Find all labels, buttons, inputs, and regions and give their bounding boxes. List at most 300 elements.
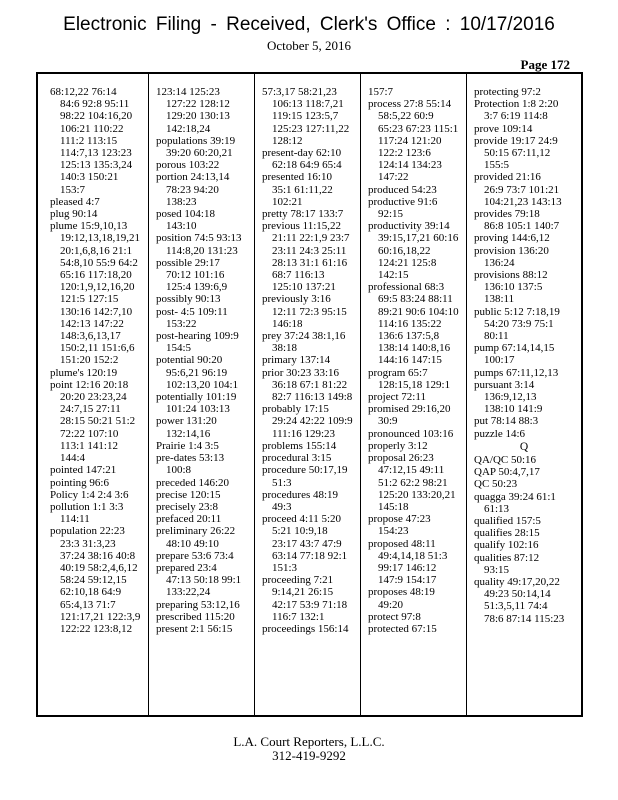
index-entry-reference: 140:3 150:21	[60, 171, 119, 184]
index-entry	[156, 354, 256, 391]
index-entry-term: protecting 97:2	[474, 86, 541, 98]
index-entry-reference: 37:24 38:16 40:8	[60, 549, 136, 562]
index-column-1	[50, 86, 150, 708]
index-entry-term: potentially 101:19	[156, 391, 237, 404]
index-entry	[262, 330, 362, 354]
index-entry-reference: 92:15	[378, 208, 404, 221]
index-entry	[368, 452, 468, 513]
index-entry-term: prior 30:23 33:16	[262, 366, 339, 379]
index-entry-reference: 23:3 31:3,23	[60, 537, 116, 550]
index-entry-reference: 68:7 116:13	[272, 269, 325, 282]
index-entry-reference: 5:21 10:9,18	[272, 525, 328, 538]
index-entry	[262, 367, 362, 404]
index-entry-term: properly 3:12	[368, 439, 428, 452]
index-entry-reference: 102:21	[272, 195, 303, 208]
index-entry	[262, 208, 362, 220]
index-entry-term: promised 29:16,20	[368, 403, 451, 416]
index-entry-reference: 70:12 101:16	[166, 269, 225, 282]
index-entry-reference: 47:12,15 49:11	[378, 464, 445, 477]
index-entry-reference: 145:18	[378, 500, 409, 513]
index-entry-term: productivity 39:14	[368, 220, 450, 233]
index-entry-reference: 61:13	[484, 502, 510, 515]
index-entry	[156, 159, 256, 171]
index-entry-reference: 119:15 123:5,7	[272, 110, 339, 123]
index-entry-reference: 154:5	[166, 342, 192, 355]
index-entry-term: provisions 88:12	[474, 269, 548, 282]
index-entry	[156, 611, 256, 623]
index-entry-term: preparing 53:12,16	[156, 598, 240, 611]
index-entry-reference: 142:15	[378, 269, 409, 282]
index-entry-reference: 48:10 49:10	[166, 537, 219, 550]
index-entry-reference: 39:20 60:20,21	[166, 147, 233, 160]
index-entry-term: pre-dates 53:13	[156, 452, 225, 465]
index-entry-term: qualities 87:12	[474, 551, 540, 564]
index-entry-reference: 62:10,18 64:9	[60, 586, 122, 599]
index-entry-reference: 102:13,20 104:1	[166, 378, 239, 391]
index-entry-term: primary 137:14	[262, 354, 331, 367]
index-entry-term: proceedings 156:14	[262, 622, 349, 635]
index-entry-reference: 122:22 123:8,12	[60, 622, 133, 635]
index-entry	[156, 562, 256, 599]
index-entry	[262, 354, 362, 366]
index-entry-reference: 153:22	[166, 317, 197, 330]
index-entry-reference: 106:21 110:22	[60, 122, 124, 135]
index-entry-reference: 114:7,13 123:23	[60, 147, 132, 160]
index-entry	[474, 98, 574, 122]
index-entry-term: position 74:5 93:13	[156, 232, 242, 245]
footer-phone: 312-419-9292	[272, 748, 346, 763]
index-entry-term: provides 79:18	[474, 208, 540, 221]
index-entry-reference: 150:2,11 151:6,6	[60, 342, 135, 355]
index-entry-reference: 147:9 154:17	[378, 574, 437, 587]
index-entry-reference: 20:20 23:23,24	[60, 391, 127, 404]
index-entry-reference: 38:18	[272, 342, 298, 355]
index-entry-reference: 93:15	[484, 563, 510, 576]
index-entry-term: populations 39:19	[156, 134, 236, 147]
index-entry-reference: 29:24 42:22 109:9	[272, 415, 353, 428]
index-entry-term: proceeding 7:21	[262, 574, 334, 587]
index-entry	[474, 576, 574, 625]
index-entry	[368, 98, 468, 183]
index-entry	[474, 342, 574, 366]
index-column-3	[262, 86, 362, 708]
index-entry-term: post-hearing 109:9	[156, 330, 239, 343]
column-divider	[466, 74, 467, 715]
index-entry-term: Protection 1:8 2:20	[474, 98, 559, 111]
index-entry-reference: 120:1,9,12,16,20	[60, 281, 135, 294]
index-entry-term: 123:14 125:23	[156, 86, 220, 98]
index-entry-term: provided 21:16	[474, 171, 541, 184]
index-entry-reference: 100:8	[166, 464, 192, 477]
index-entry-term: proceed 4:11 5:20	[262, 513, 342, 526]
index-entry	[262, 147, 362, 171]
index-entry-term: proposal 26:23	[368, 452, 434, 465]
index-entry-term: previous 11:15,22	[262, 220, 342, 233]
column-divider	[254, 74, 255, 715]
index-entry	[474, 123, 574, 135]
index-entry	[474, 478, 574, 490]
index-entry-term: proposes 48:19	[368, 586, 435, 599]
index-column-4	[368, 86, 468, 708]
index-entry-term: previously 3:16	[262, 293, 331, 306]
index-entry-reference: 28:15 50:21 51:2	[60, 415, 136, 428]
index-entry-reference: 130:16 142:7,10	[60, 305, 133, 318]
index-entry	[50, 379, 150, 464]
index-entry-reference: 47:13 50:18 99:1	[166, 574, 242, 587]
index-entry-reference: 9:14,21 26:15	[272, 586, 334, 599]
index-entry-reference: 35:1 61:11,22	[272, 183, 333, 196]
index-entry	[368, 428, 468, 440]
index-entry-reference: 138:10 141:9	[484, 403, 543, 416]
index-entry	[474, 306, 574, 343]
index-entry-reference: 95:6,21 96:19	[166, 366, 228, 379]
index-entry-term: posed 104:18	[156, 208, 215, 221]
index-entry	[368, 391, 468, 403]
index-entry	[368, 611, 468, 623]
index-entry-term: propose 47:23	[368, 513, 431, 526]
index-entry-reference: 146:18	[272, 317, 303, 330]
index-entry-reference: 142:13 147:22	[60, 317, 124, 330]
index-entry	[474, 515, 574, 527]
index-entry	[262, 403, 362, 440]
index-entry-reference: 116:7 132:1	[272, 610, 325, 623]
index-entry-term: prepare 53:6 73:4	[156, 549, 234, 562]
index-entry-reference: 136:9,12,13	[484, 391, 537, 404]
index-entry	[262, 171, 362, 208]
index-entry-term: prepared 23:4	[156, 561, 217, 574]
index-entry-term: provide 19:17 24:9	[474, 134, 558, 147]
index-entry-reference: 78:23 94:20	[166, 183, 219, 196]
index-entry	[156, 477, 256, 489]
index-entry	[50, 86, 150, 196]
index-entry-reference: 24:7,15 27:11	[60, 403, 121, 416]
index-entry	[50, 208, 150, 220]
index-entry-term: prefaced 20:11	[156, 513, 222, 526]
index-entry-reference: 54:20 73:9 75:1	[484, 317, 554, 330]
index-entry-term: presented 16:10	[262, 171, 332, 184]
index-entry-term: process 27:8 55:14	[368, 98, 452, 111]
index-entry-reference: 143:10	[166, 220, 197, 233]
index-entry-term: pollution 1:1 3:3	[50, 500, 124, 513]
index-entry	[50, 489, 150, 501]
index-entry-reference: 154:23	[378, 525, 409, 538]
index-entry-term: prescribed 115:20	[156, 610, 235, 623]
index-entry-reference: 127:22 128:12	[166, 98, 230, 111]
index-entry-reference: 30:9	[378, 415, 398, 428]
index-entry-term: public 5:12 7:18,19	[474, 305, 560, 318]
index-entry	[156, 306, 256, 330]
index-entry-reference: 128:12	[272, 134, 303, 147]
index-entry-reference: 144:16 147:15	[378, 354, 442, 367]
index-entry	[474, 454, 574, 466]
index-entry	[368, 196, 468, 220]
index-entry-term: pronounced 103:16	[368, 427, 454, 440]
index-entry-term: Policy 1:4 2:4 3:6	[50, 488, 129, 501]
index-entry-reference: 89:21 90:6 104:10	[378, 305, 459, 318]
index-entry-reference: 84:6 92:8 95:11	[60, 98, 130, 111]
index-entry-reference: 132:14,16	[166, 427, 211, 440]
index-entry-term: pumps 67:11,12,13	[474, 366, 559, 379]
index-entry	[156, 623, 256, 635]
index-entry-reference: 69:5 83:24 88:11	[378, 293, 453, 306]
index-entry-reference: 111:16 129:23	[272, 427, 336, 440]
index-entry	[262, 440, 362, 452]
index-entry-reference: 51:3	[272, 476, 292, 489]
index-entry-term: qualify 102:16	[474, 539, 539, 552]
index-entry	[262, 86, 362, 147]
index-entry	[156, 501, 256, 513]
index-entry-reference: 63:14 77:18 92:1	[272, 549, 348, 562]
index-entry-term: plume 15:9,10,13	[50, 220, 128, 233]
index-entry-term: porous 103:22	[156, 159, 220, 172]
document-date: October 5, 2016	[266, 38, 352, 53]
index-entry-term: protect 97:8	[368, 610, 421, 623]
index-entry-reference: 12:11 72:3 95:15	[272, 305, 347, 318]
index-entry	[368, 586, 468, 610]
index-entry-reference: 82:7 116:13 149:8	[272, 391, 353, 404]
index-entry	[474, 171, 574, 208]
index-entry-reference: 26:9 73:7 101:21	[484, 183, 560, 196]
index-entry-reference: 80:11	[484, 330, 509, 343]
index-entry-reference: 104:21,23 143:13	[484, 195, 562, 208]
index-entry-term: prove 109:14	[474, 122, 533, 135]
index-entry-reference: 21:11 22:1,9 23:7	[272, 232, 350, 245]
index-entry-reference: 42:17 53:9 71:18	[272, 598, 348, 611]
index-entry-reference: 138:23	[166, 195, 197, 208]
index-entry	[474, 208, 574, 232]
index-entry-term: possible 29:17	[156, 256, 220, 269]
index-entry-term: program 65:7	[368, 366, 428, 379]
index-entry	[368, 281, 468, 366]
index-entry	[474, 539, 574, 551]
index-entry-reference: 125:20 133:20,21	[378, 488, 456, 501]
index-entry-reference: 125:23 127:11,22	[272, 122, 350, 135]
index-entry-reference: 86:8 105:1 140:7	[484, 220, 560, 233]
index-entry	[50, 196, 150, 208]
index-entry-term: procedures 48:19	[262, 488, 339, 501]
index-entry	[156, 232, 256, 256]
index-entry-reference: 114:16 135:22	[378, 317, 442, 330]
index-entry-term: plume's 120:19	[50, 366, 118, 379]
index-entry-term: produced 54:23	[368, 183, 437, 196]
index-entry-term: post- 4:5 109:11	[156, 305, 228, 318]
index-entry-reference: 136:24	[484, 256, 515, 269]
index-entry-reference: 49:4,14,18 51:3	[378, 549, 448, 562]
index-entry	[474, 367, 574, 379]
index-entry-term: present 2:1 56:15	[156, 622, 233, 635]
index-entry	[368, 220, 468, 281]
index-entry	[156, 599, 256, 611]
index-entry-reference: 125:10 137:21	[272, 281, 336, 294]
index-entry-term: present-day 62:10	[262, 147, 342, 160]
index-entry-term: qualified 157:5	[474, 514, 541, 527]
index-entry	[50, 367, 150, 379]
index-entry	[262, 220, 362, 293]
index-entry-reference: 49:3	[272, 500, 292, 513]
index-entry-reference: 40:19 58:2,4,6,12	[60, 561, 138, 574]
index-entry-term: QA/QC 50:16	[474, 453, 537, 466]
index-entry-reference: 19:12,13,18,19,21	[60, 232, 141, 245]
index-entry-reference: 136:6 137:5,8	[378, 330, 440, 343]
index-entry-term: quality 49:17,20,22	[474, 575, 560, 588]
index-entry-term: qualifies 28:15	[474, 527, 540, 540]
index-entry	[156, 525, 256, 549]
index-entry-term: protected 67:15	[368, 622, 437, 635]
index-entry-reference: 65:16 117:18,20	[60, 269, 132, 282]
index-entry	[156, 135, 256, 159]
index-entry-term: quagga 39:24 61:1	[474, 490, 556, 503]
index-entry	[262, 489, 362, 513]
index-entry	[156, 171, 256, 208]
index-entry-term: 157:7	[368, 86, 394, 98]
index-entry	[156, 208, 256, 232]
index-entry-reference: 148:3,6,13,17	[60, 330, 121, 343]
index-entry	[156, 391, 256, 415]
index-entry-reference: 36:18 67:1 81:22	[272, 378, 348, 391]
index-entry	[262, 452, 362, 464]
index-entry-reference: 121:5 127:15	[60, 293, 119, 306]
index-entry-term: provision 136:20	[474, 244, 549, 257]
index-entry-term: pretty 78:17 133:7	[262, 208, 344, 221]
index-entry-term: proposed 48:11	[368, 537, 436, 550]
index-entry	[474, 552, 574, 576]
index-entry-term: preliminary 26:22	[156, 525, 236, 538]
index-entry-reference: 101:24 103:13	[166, 403, 230, 416]
index-entry-term: Prairie 1:4 3:5	[156, 439, 219, 452]
index-entry-term: put 78:14 88:3	[474, 415, 539, 428]
index-entry-reference: 114:11	[60, 513, 90, 526]
index-frame	[36, 72, 583, 717]
index-section-letter: Q	[519, 440, 529, 453]
index-entry-reference: 155:5	[484, 159, 510, 172]
index-entry-reference: 124:21 125:8	[378, 256, 437, 269]
index-entry-term: plug 90:14	[50, 208, 98, 221]
index-entry	[156, 293, 256, 305]
index-entry	[156, 489, 256, 501]
index-entry-term: QAP 50:4,7,17	[474, 466, 540, 479]
index-entry-term: precise 120:15	[156, 488, 221, 501]
index-entry	[474, 232, 574, 244]
index-entry	[156, 415, 256, 439]
index-entry	[368, 403, 468, 427]
index-entry	[474, 527, 574, 539]
column-divider	[360, 74, 361, 715]
index-entry-term: project 72:11	[368, 391, 426, 404]
index-entry-term: portion 24:13,14	[156, 171, 230, 184]
index-entry-reference: 147:22	[378, 171, 409, 184]
index-entry-term: 68:12,22 76:14	[50, 86, 117, 98]
index-entry-reference: 138:14 140:8,16	[378, 342, 451, 355]
index-entry-reference: 136:10 137:5	[484, 281, 543, 294]
index-entry	[474, 415, 574, 427]
index-entry-reference: 51:2 62:2 98:21	[378, 476, 448, 489]
index-entry-reference: 151:3	[272, 561, 298, 574]
index-entry-reference: 100:17	[484, 354, 515, 367]
index-entry-reference: 128:15,18 129:1	[378, 378, 451, 391]
index-entry-reference: 49:20	[378, 598, 404, 611]
index-entry-reference: 23:11 24:3 25:11	[272, 244, 347, 257]
index-entry-term: QC 50:23	[474, 478, 518, 491]
index-entry	[368, 184, 468, 196]
index-entry	[156, 330, 256, 354]
index-entry-reference: 125:4 139:6,9	[166, 281, 228, 294]
index-entry-term: prey 37:24 38:1,16	[262, 330, 346, 343]
index-entry-reference: 49:23 50:14,14	[484, 588, 551, 601]
index-entry-term: potential 90:20	[156, 354, 223, 367]
index-entry-term: productive 91:6	[368, 195, 438, 208]
index-entry-term: power 131:20	[156, 415, 217, 428]
index-entry-term: pointing 96:6	[50, 476, 109, 489]
index-entry	[156, 550, 256, 562]
index-entry-term: pump 67:14,14,15	[474, 342, 555, 355]
index-entry-reference: 54:8,10 55:9 64:2	[60, 256, 138, 269]
index-entry	[50, 525, 150, 635]
index-entry-reference: 144:4	[60, 452, 86, 465]
index-entry	[262, 293, 362, 330]
index-entry-term: procedure 50:17,19	[262, 464, 348, 477]
index-entry-reference: 58:5,22 60:9	[378, 110, 434, 123]
index-entry-reference: 122:2 123:6	[378, 147, 431, 160]
index-entry-reference: 124:14 134:23	[378, 159, 442, 172]
index-entry-reference: 39:15,17,21 60:16	[378, 232, 459, 245]
index-entry-reference: 117:24 121:20	[378, 134, 442, 147]
index-entry	[474, 86, 574, 98]
index-entry	[50, 464, 150, 476]
index-entry	[262, 623, 362, 635]
index-entry-reference: 153:7	[60, 183, 86, 196]
index-entry-reference: 60:16,18,22	[378, 244, 431, 257]
index-entry-reference: 72:22 107:10	[60, 427, 119, 440]
index-entry-reference: 138:11	[484, 293, 515, 306]
index-entry	[474, 466, 574, 478]
index-entry-reference: 111:2 113:15	[60, 134, 118, 147]
index-entry	[156, 513, 256, 525]
index-entry	[50, 477, 150, 489]
index-entry	[262, 513, 362, 574]
index-entry-reference: 65:23 67:23 115:1	[378, 122, 459, 135]
index-entry-reference: 23:17 43:7 47:9	[272, 537, 342, 550]
index-entry-reference: 51:3,5,11 74:4	[484, 600, 548, 613]
index-entry-term: point 12:16 20:18	[50, 378, 129, 391]
index-entry	[50, 501, 150, 525]
index-column-5	[474, 86, 574, 708]
index-column-2	[156, 86, 256, 708]
index-entry-reference: 129:20 130:13	[166, 110, 230, 123]
index-entry-term: population 22:23	[50, 525, 125, 538]
index-entry	[474, 245, 574, 269]
footer-company: L.A. Court Reporters, L.L.C.	[233, 734, 385, 749]
index-entry-reference: 28:13 31:1 61:16	[272, 256, 348, 269]
index-entry	[474, 379, 574, 416]
index-entry	[474, 135, 574, 172]
index-entry	[368, 440, 468, 452]
index-entry-term: preceded 146:20	[156, 476, 229, 489]
index-entry	[474, 428, 574, 440]
index-entry	[474, 269, 574, 306]
index-entry-reference: 3:7 6:19 114:8	[484, 110, 548, 123]
index-entry	[156, 86, 256, 135]
filing-stamp-title: Electronic Filing - Received, Clerk's Office : 10/17/2016	[63, 14, 555, 35]
column-divider	[148, 74, 149, 715]
index-entry	[262, 574, 362, 623]
index-entry-reference: 50:15 67:11,12	[484, 147, 551, 160]
index-entry-reference: 114:8,20 131:23	[166, 244, 238, 257]
index-entry	[50, 220, 150, 366]
index-entry-term: professional 68:3	[368, 281, 445, 294]
index-entry	[156, 452, 256, 476]
index-entry-term: 57:3,17 58:21,23	[262, 86, 337, 98]
index-entry-reference: 58:24 59:12,15	[60, 574, 127, 587]
